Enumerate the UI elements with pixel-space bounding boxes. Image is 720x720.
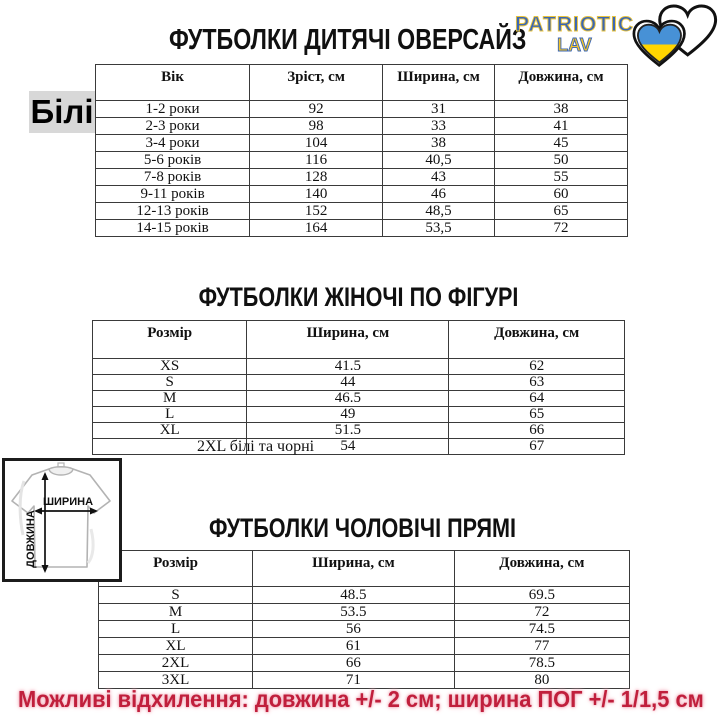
table-cell: L: [99, 621, 253, 638]
table-cell: 72: [494, 220, 627, 237]
table-cell: 140: [250, 186, 383, 203]
column-header: Вік: [96, 65, 250, 101]
table-cell: 66: [449, 423, 625, 439]
table-cell: 128: [250, 169, 383, 186]
table-cell: 62: [449, 359, 625, 375]
table-cell: 65: [494, 203, 627, 220]
table-cell: 65: [449, 407, 625, 423]
table-row: [96, 152, 628, 169]
table-cell: XL: [99, 638, 253, 655]
color-variant-label: Білі: [29, 91, 95, 133]
table-cell: 164: [250, 220, 383, 237]
table-cell: 41.5: [247, 359, 449, 375]
header-row: [93, 321, 625, 359]
tshirt-icon: [5, 461, 119, 579]
table-cell: 49: [247, 407, 449, 423]
table-cell: 5-6 років: [96, 152, 250, 169]
column-header: Розмір: [99, 551, 253, 587]
children-size-table: [95, 64, 628, 237]
table-cell: 69.5: [454, 587, 629, 604]
table-cell: 78.5: [454, 655, 629, 672]
brand-name-bottom: LAV: [557, 35, 592, 55]
table-cell: XS: [93, 359, 247, 375]
tolerance-note: Можливі відхилення: довжина +/- 2 см; ширина ПОГ +/- 1/1,5 см: [18, 686, 704, 712]
table-cell: 48,5: [383, 203, 495, 220]
table-row: [99, 655, 630, 672]
table-cell: 2-3 роки: [96, 118, 250, 135]
table-cell: 38: [494, 101, 627, 118]
table-cell: 64: [449, 391, 625, 407]
table-cell: S: [99, 587, 253, 604]
table-cell: L: [93, 407, 247, 423]
table-cell: 41: [494, 118, 627, 135]
brand-logo: [515, 4, 718, 80]
table-row: [93, 423, 625, 439]
table-cell: 61: [253, 638, 455, 655]
table-cell: 74.5: [454, 621, 629, 638]
brand-name-top: PATRIOTIC: [514, 13, 634, 36]
table-row: [96, 220, 628, 237]
column-header: Ширина, см: [247, 321, 449, 359]
table-row: [96, 186, 628, 203]
table-cell: 71: [253, 672, 455, 689]
table-cell: 7-8 років: [96, 169, 250, 186]
hearts-icon: [626, 4, 718, 80]
table-row: [96, 135, 628, 152]
table-cell: 14-15 років: [96, 220, 250, 237]
women-size-table: [92, 320, 625, 455]
table-cell: 3-4 роки: [96, 135, 250, 152]
table-cell: 40,5: [383, 152, 495, 169]
column-header: Зріст, см: [250, 65, 383, 101]
column-header: Довжина, см: [449, 321, 625, 359]
table-cell: 46.5: [247, 391, 449, 407]
table-cell: 46: [383, 186, 495, 203]
table-cell: 9-11 років: [96, 186, 250, 203]
diagram-width-label: ШИРИНА: [42, 496, 94, 508]
women-section-title: ФУТБОЛКИ ЖІНОЧІ ПО ФІГУРІ: [198, 282, 519, 312]
table-cell: 67: [449, 439, 625, 455]
column-header: Довжина, см: [494, 65, 627, 101]
table-row: [93, 391, 625, 407]
header-row: [99, 551, 630, 587]
column-header: Ширина, см: [383, 65, 495, 101]
table-cell: 56: [253, 621, 455, 638]
table-row: [96, 203, 628, 220]
table-cell: 63: [449, 375, 625, 391]
table-cell: 2XL: [99, 655, 253, 672]
table-cell: 3XL: [99, 672, 253, 689]
table-row: [99, 587, 630, 604]
table-cell: 1-2 роки: [96, 101, 250, 118]
table-row: [99, 621, 630, 638]
table-cell: 12-13 років: [96, 203, 250, 220]
table-cell: 104: [250, 135, 383, 152]
table-cell: 98: [250, 118, 383, 135]
table-row: [96, 101, 628, 118]
table-cell: M: [99, 604, 253, 621]
table-cell: 50: [494, 152, 627, 169]
table-cell: M: [93, 391, 247, 407]
table-row: [96, 169, 628, 186]
brand-name: [515, 14, 634, 54]
table-cell: 60: [494, 186, 627, 203]
table-cell: 33: [383, 118, 495, 135]
table-cell: 53,5: [383, 220, 495, 237]
table-cell: 51.5: [247, 423, 449, 439]
table-cell: 55: [494, 169, 627, 186]
table-cell: 92: [250, 101, 383, 118]
table-cell: 2XL білі та чорні: [93, 439, 247, 455]
diagram-length-label: ДОВЖИНА: [25, 510, 37, 568]
men-section-title: ФУТБОЛКИ ЧОЛОВІЧІ ПРЯМІ: [209, 513, 516, 543]
table-row: [93, 375, 625, 391]
table-row: [93, 359, 625, 375]
table-cell: 77: [454, 638, 629, 655]
column-header: Розмір: [93, 321, 247, 359]
children-section-title: ФУТБОЛКИ ДИТЯЧІ ОВЕРСАЙЗ: [169, 24, 527, 56]
table-row: [93, 407, 625, 423]
table-cell: 116: [250, 152, 383, 169]
table-row: [99, 638, 630, 655]
table-row: [96, 118, 628, 135]
table-cell: S: [93, 375, 247, 391]
table-cell: XL: [93, 423, 247, 439]
table-cell: 53.5: [253, 604, 455, 621]
table-cell: 152: [250, 203, 383, 220]
table-row: [93, 439, 625, 455]
column-header: Ширина, см: [253, 551, 455, 587]
tshirt-measurement-diagram: [2, 458, 122, 582]
table-row: [99, 604, 630, 621]
table-cell: 72: [454, 604, 629, 621]
table-cell: 80: [454, 672, 629, 689]
table-cell: 31: [383, 101, 495, 118]
table-cell: 54: [247, 439, 449, 455]
table-cell: 43: [383, 169, 495, 186]
table-cell: 66: [253, 655, 455, 672]
table-cell: 44: [247, 375, 449, 391]
table-cell: 45: [494, 135, 627, 152]
table-cell: 38: [383, 135, 495, 152]
table-cell: 48.5: [253, 587, 455, 604]
column-header: Довжина, см: [454, 551, 629, 587]
men-size-table: [98, 550, 630, 689]
